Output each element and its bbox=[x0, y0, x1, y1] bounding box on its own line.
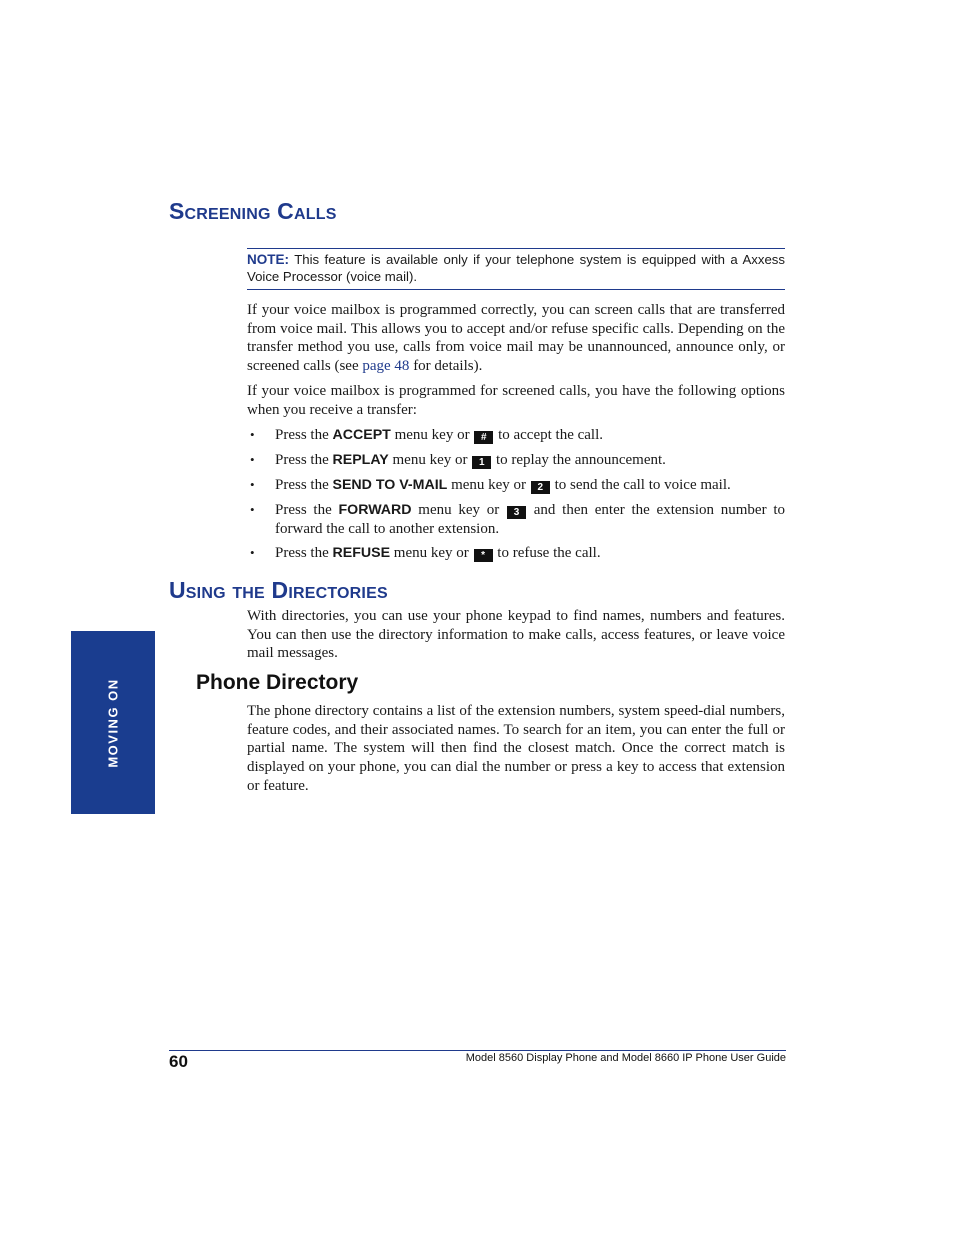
list-item bbox=[247, 476, 785, 495]
bullet-icon: • bbox=[250, 502, 255, 517]
bullet-text: to refuse the call. bbox=[493, 545, 601, 561]
bullet-icon: • bbox=[250, 452, 255, 467]
list-item bbox=[247, 451, 785, 470]
side-tab bbox=[71, 631, 155, 814]
bullet-text: Press the bbox=[275, 545, 333, 561]
section-heading-using-directories: Using the Directories bbox=[169, 577, 388, 603]
bullet-text: menu key or bbox=[390, 545, 473, 561]
bullet-text: menu key or bbox=[390, 427, 474, 443]
page-48-link[interactable]: page 48 bbox=[362, 358, 410, 375]
pound-key-icon: # bbox=[474, 431, 493, 444]
menu-key-send-to-vmail: SEND TO V-MAIL bbox=[332, 477, 448, 493]
bullet-text: menu key or bbox=[388, 452, 472, 468]
bullet-icon: • bbox=[250, 545, 255, 560]
bullet-text: to accept the call. bbox=[494, 427, 604, 443]
bullet-icon: • bbox=[250, 477, 255, 492]
footer-divider bbox=[169, 1050, 786, 1051]
menu-key-forward: FORWARD bbox=[338, 502, 412, 518]
bullet-text: and then enter the extension number to forward the call to another extension. bbox=[275, 502, 786, 537]
one-key-icon: 1 bbox=[472, 456, 491, 469]
two-key-icon: 2 bbox=[531, 481, 550, 494]
list-item bbox=[247, 426, 785, 445]
directories-intro-paragraph: With directories, you can use your phone keypad to find names, numbers and features. You can then use the directory information to make calls, access features, or leave voice mail messages. bbox=[247, 608, 785, 662]
list-item bbox=[247, 501, 785, 538]
bullet-text: menu key or bbox=[411, 502, 507, 518]
section-heading-screening-calls: Screening Calls bbox=[169, 198, 337, 224]
note-box bbox=[247, 248, 785, 290]
screening-intro-paragraph bbox=[247, 301, 785, 376]
bullet-text: Press the bbox=[275, 452, 333, 468]
subheading-phone-directory: Phone Directory bbox=[196, 671, 359, 694]
note-text: This feature is available only if your telephone system is equipped with a Axxess Voice Processor (voice mail). bbox=[247, 252, 785, 284]
bullet-text: Press the bbox=[275, 427, 333, 443]
menu-key-replay: REPLAY bbox=[332, 452, 389, 468]
phone-directory-paragraph: The phone directory contains a list of the extension numbers, system speed-dial numbers, feature codes, and their associated names. To search for an item, you can enter the full or partial name. The system will then find the closest match. Once the correct match is displayed on your phone, you can dial the number or press a key to access that extension or feature. bbox=[247, 703, 785, 794]
note-label: NOTE: bbox=[247, 252, 289, 267]
bullet-icon: • bbox=[250, 427, 255, 442]
bullet-text: Press the bbox=[275, 477, 333, 493]
footer-title: Model 8560 Display Phone and Model 8660 IP Phone User Guide bbox=[465, 1052, 786, 1064]
bullet-text: to replay the announcement. bbox=[492, 452, 666, 468]
para-text: for details). bbox=[409, 358, 483, 375]
list-item bbox=[247, 544, 785, 563]
three-key-icon: 3 bbox=[507, 506, 526, 519]
side-tab-label: MOVING ON bbox=[105, 677, 121, 768]
screened-calls-paragraph: If your voice mailbox is programmed for screened calls, you have the following options when you receive a transfer: bbox=[247, 383, 785, 418]
para-text: If your voice mailbox is programmed correctly, you can screen calls that are transferred from voice mail. This allows you to accept and/or refuse specific calls. Depending on the transfer method you use, calls from voice mail may be unannounced, announce only, or screened calls (see bbox=[247, 302, 785, 375]
star-key-icon: * bbox=[474, 549, 493, 562]
menu-key-refuse: REFUSE bbox=[332, 545, 391, 561]
menu-key-accept: ACCEPT bbox=[332, 427, 391, 443]
bullet-text: menu key or bbox=[447, 477, 530, 493]
bullet-text: Press the bbox=[275, 502, 339, 518]
page-number: 60 bbox=[169, 1052, 188, 1071]
bullet-text: to send the call to voice mail. bbox=[550, 477, 731, 493]
